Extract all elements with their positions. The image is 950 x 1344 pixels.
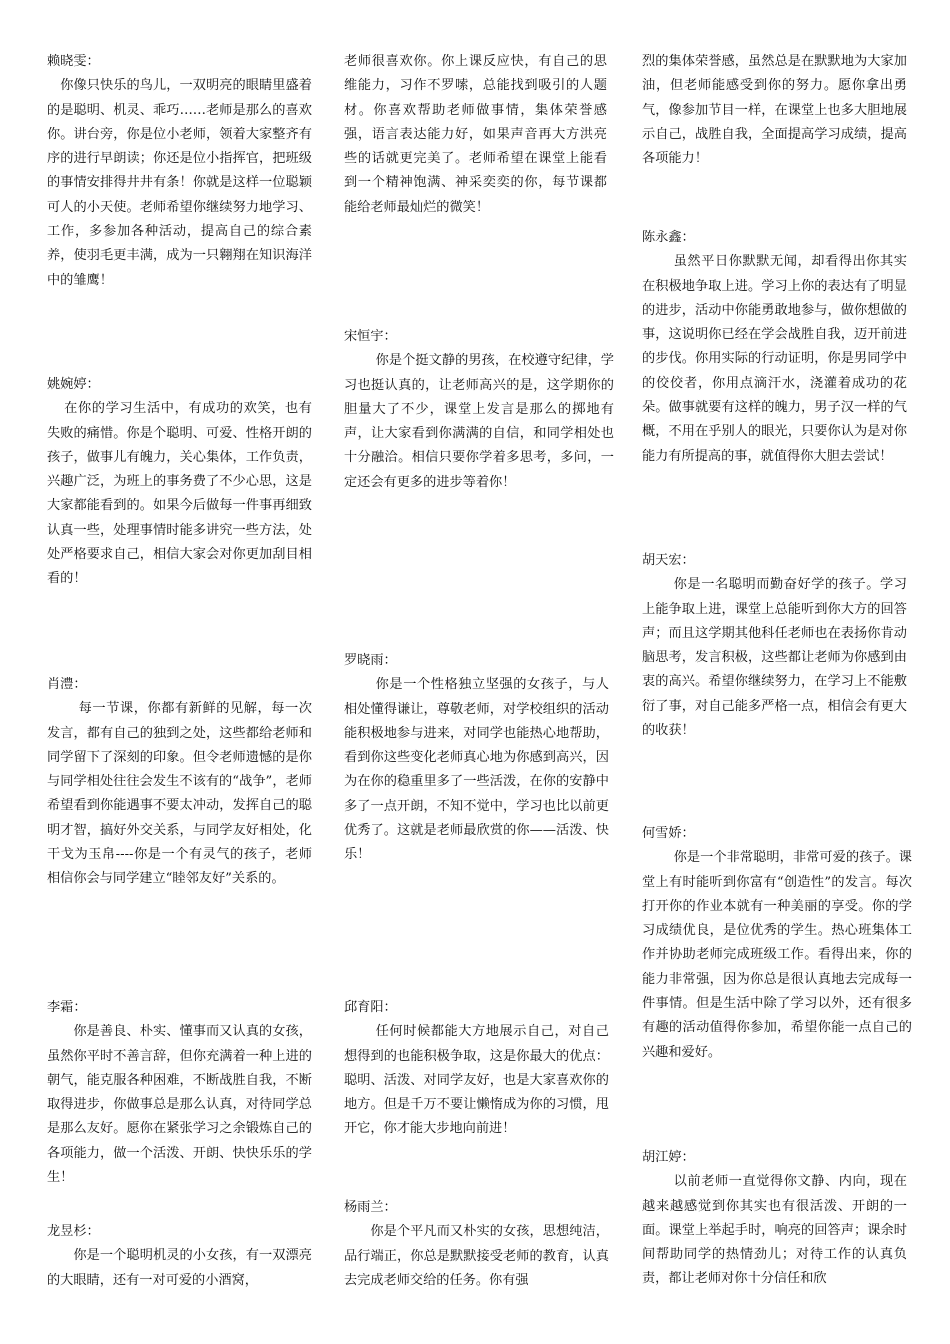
comment-entry [642,226,907,469]
comment-text: 烈的集体荣誉感，虽然总是在默默地为大家加油，但老师能感受到你的努力。愿你拿出勇气，像参加节目一样，在课堂上也多大胆地展示自己，战胜自我，全面提高学习成绩，提高各项能力！ [642,54,907,167]
comment-text: 任何时候都能大方地展示自己，对自己想得到的也能积极争取，这是你最大的优点：聪明、活泼、对同学友好，也是大家喜欢你的地方。但是千万不要让懒惰成为你的习惯，甩开它，你才能大步地向前进！ [344,1024,609,1137]
student-name: 胡天宏： [642,553,695,568]
comment-text: 你是个平凡而又朴实的女孩，思想纯洁，品行端正，你总是默默接受老师的教育，认真去完成老师交给的任务。你有强 [344,1224,609,1288]
comment-entry [344,50,607,220]
comment-text: 你是个挺文静的男孩，在校遵守纪律，学习也挺认真的，让老师高兴的是，这学期你的胆量大了不少，课堂上发言是那么的掷地有声，让大家看到你满满的自信，和同学相处也十分融洽。相信只要你学着多思考，多问，一定还会有更多的进步等着你！ [344,353,614,490]
comment-text: 以前老师一直觉得你文静、内向，现在越来越感觉到你其实也有很活泼、开朗的一面。课堂上举起手时，响亮的回答声；课余时间帮助同学的热情劲儿；对待工作的认真负责，都让老师对你十分信任和欣 [642,1174,907,1287]
comment-entry [642,549,907,743]
student-name: 李霜： [47,1000,87,1015]
comment-text: 你是一个聪明机灵的小女孩，有一双漂亮的大眼睛，还有一对可爱的小酒窝， [47,1248,312,1288]
comment-entry [47,373,312,592]
student-name: 杨雨兰： [344,1200,397,1215]
student-name: 何雪娇： [642,826,695,841]
student-name: 姚婉婷： [47,377,100,392]
comment-entry [642,50,907,171]
student-name: 邱育阳： [344,1000,397,1015]
comment-entry [47,50,312,293]
comment-entry [642,822,912,1065]
comment-entry [344,996,609,1142]
comment-entry [344,325,614,495]
student-name: 肖澧： [47,677,87,692]
comment-text: 在你的学习生活中，有成功的欢笑，也有失败的痛惜。你是个聪明、可爱、性格开朗的孩子，做事儿有魄力，关心集体，工作负责，兴趣广泛，为班上的事务费了不少心思，这是大家都能看到的。如果今后做每一件事再细致认真一些，处理事情时能多讲究一些方法，处处严格要求自己，相信大家会对你更加刮目相看的！ [47,401,312,587]
comment-text: 每一节课，你都有新鲜的见解，每一次发言，都有自己的独到之处，这些都给老师和同学留下了深刻的印象。但令老师遗憾的是你与同学相处往往会发生不该有的“战争”，老师希望看到你能遇事不要太冲动，发挥自己的聪明才智，搞好外交关系，与同学友好相处，化干戈为玉帛----你是一个有灵气的孩子，老师相信你会与同学建立“睦邻友好”关系的。 [47,701,312,887]
comment-entry [344,649,609,868]
comment-entry [344,1196,609,1293]
comment-entry [642,1146,907,1292]
student-name: 赖晓雯： [47,54,100,69]
comment-text: 虽然平日你默默无闻，却看得出你其实在积极地争取上进。学习上你的表达有了明显的进步，活动中你能勇敢地参与，做你想做的事，这说明你已经在学会战胜自我，迈开前进的步伐。你用实际的行动证明，你是男同学中的佼佼者，你用点滴汗水，浇灌着成功的花朵。做事就要有这样的魄力，男子汉一样的气概，不用在乎别人的眼光，只要你认为是对你能力有所提高的事，就值得你大胆去尝试！ [642,254,907,464]
comment-text: 你是一个性格独立坚强的女孩子，与人相处懂得谦让，尊敬老师，对学校组织的活动能积极地参与进来，对同学也能热心地帮助，看到你这些变化老师真心地为你感到高兴，因为在你的稳重里多了一些活泼，在你的安静中多了一点开朗，不知不觉中，学习也比以前更优秀了。这就是老师最欣赏的你——活泼、快乐！ [344,677,609,863]
comment-text: 你是善良、朴实、懂事而又认真的女孩，虽然你平时不善言辞，但你充满着一种上进的朝气，能克服各种困难，不断战胜自我，不断取得进步，你做事总是那么认真，对待同学总是那么友好。愿你在紧张学习之余锻炼自己的各项能力，做一个活泼、开朗、快快乐乐的学生！ [47,1024,312,1186]
comment-text: 你像只快乐的鸟儿，一双明亮的眼睛里盛着的是聪明、机灵、乖巧……老师是那么的喜欢你。讲台旁，你是位小老师，领着大家整齐有序的进行早朗读；你还是位小指挥官，把班级的事情安排得井井有条！你就是这样一位聪颖可人的小天使。老师希望你继续努力地学习、工作，多参加各种活动，提高自己的综合素养，使羽毛更丰满，成为一只翱翔在知识海洋中的雏鹰！ [47,78,312,288]
comment-entry [47,996,312,1190]
student-name: 罗晓雨： [344,653,397,668]
student-name: 龙昱杉： [47,1224,100,1239]
student-name: 胡江婷： [642,1150,695,1165]
comment-text: 你是一名聪明而勤奋好学的孩子。学习上能争取上进，课堂上总能听到你大方的回答声；而且这学期其他科任老师也在表扬你肯动脑思考，发言积极，这些都让老师为你感到由衷的高兴。希望你继续努力，在学习上不能敷衍了事，对自己能多严格一点，相信会有更大的收获！ [642,577,907,739]
comment-entry [47,1220,312,1293]
comment-entry [47,673,312,892]
student-name: 宋恒宇： [344,329,397,344]
comment-text: 你是一个非常聪明，非常可爱的孩子。课堂上有时能听到你富有“创造性”的发言。每次打开你的作业本就有一种美丽的享受。你的学习成绩优良，是位优秀的学生。热心班集体工作并协助老师完成班级工作。看得出来，你的能力非常强，因为你总是很认真地去完成每一件事情。但是生活中除了学习以外，还有很多有趣的活动值得你参加，希望你能一点自己的兴趣和爱好。 [642,850,912,1060]
comment-text: 老师很喜欢你。你上课反应快，有自己的思维能力，习作不罗嗦，总能找到吸引的人题材。你喜欢帮助老师做事情，集体荣誉感强，语言表达能力好，如果声音再大方洪亮些的话就更完美了。老师希望在课堂上能看到一个精神饱满、神采奕奕的你，每节课都能给老师最灿烂的微笑！ [344,54,607,215]
student-name: 陈永鑫： [642,230,695,245]
